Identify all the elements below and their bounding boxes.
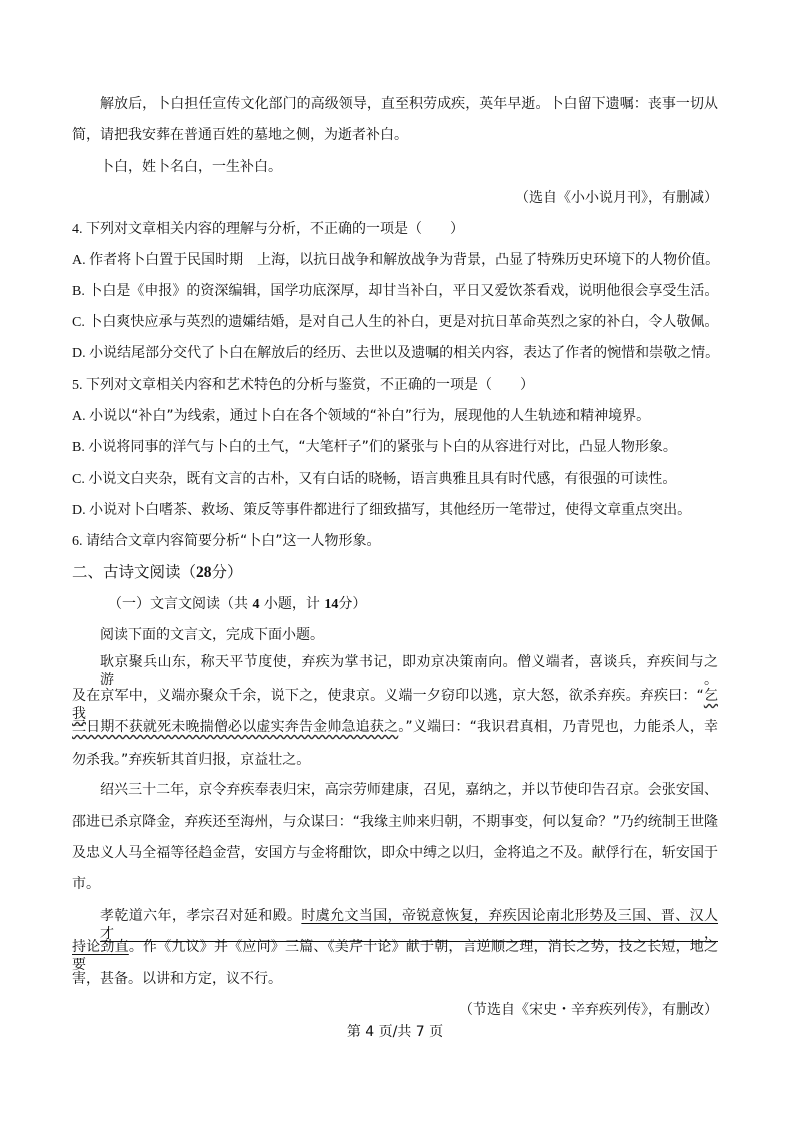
text-segment: 卜白，姓卜名白，一生补白。 <box>100 159 282 175</box>
wavy-underlined-text: 乞我 <box>72 688 718 722</box>
item-label: C. <box>72 472 89 487</box>
text-line <box>72 813 718 831</box>
item-label: D. <box>72 503 90 518</box>
underlined-text: 时虞允文当国，帝锐意恢复，弃疾因论南北形势及三国、晋、汉人才， <box>100 908 719 942</box>
item-label: B. <box>72 284 89 299</box>
wavy-underlined-text: 三日期不获就死未晚揣僧必以虚实奔告金帅急追获之 <box>72 719 399 735</box>
text-segment: 分） <box>338 596 367 612</box>
text-line <box>72 220 464 239</box>
text-line <box>72 532 381 551</box>
text-segment: 卜白爽快应承与英烈的遗孀结婚，是对自己人生的补白，更是对抗日革命英烈之家的补白，令人敬佩。 <box>88 314 719 330</box>
section-heading <box>72 563 243 582</box>
bold-number: 4 <box>252 597 260 612</box>
text-segment: 邵进已杀京降金，弃疾还至海州，与众谋曰：“我缘主帅来归朝，不期事变，何以复命？”乃约统制王世隆 <box>72 814 718 830</box>
item-label: B. <box>72 440 89 455</box>
text-segment: 绍兴三十二年，京令弃疾奉表归宋，高宗劳师建康，召见，嘉纳之，并以节使印告召京。会张安国、 <box>100 782 718 798</box>
item-label: A. <box>72 253 90 268</box>
text-line <box>72 970 282 988</box>
text-line <box>72 844 718 862</box>
text-segment: 市。 <box>72 876 100 892</box>
text-segment: 作者将卜白置于民国时期 上海，以抗日战争和解放战争为背景，凸显了特殊历史环境下的人物价值。 <box>89 252 720 268</box>
text-segment: （一）文言文阅读（共 <box>108 596 253 612</box>
text-line <box>72 875 100 893</box>
text-line <box>72 501 691 520</box>
text-segment: 分） <box>211 563 243 581</box>
text-segment: 下列对文章相关内容的理解与分析，不正确的一项是（ ） <box>86 221 464 237</box>
text-line <box>72 251 719 270</box>
text-segment: 孝乾道六年，孝宗召对延和殿。 <box>100 908 302 924</box>
text-line <box>72 344 719 363</box>
text-segment: 第 4 页/共 7 页 <box>346 1024 444 1040</box>
text-segment: 小说文白夹杂，既有文言的古朴，又有白话的晓畅，语言典雅且具有时代感，有很强的可读性。 <box>88 471 677 487</box>
item-label: D. <box>72 346 90 361</box>
text-line <box>72 126 408 144</box>
text-segment: 简，请把我安葬在普通百姓的墓地之侧，为逝者补白。 <box>72 127 408 143</box>
text-line <box>100 158 282 176</box>
item-label: A. <box>72 409 90 424</box>
subsection-heading <box>108 595 366 614</box>
text-line <box>100 653 718 689</box>
text-segment: 。作《九议》并《应问》三篇、《美芹十论》献于朝，言逆顺之理，消长之势，技之长短，地之要 <box>72 939 719 973</box>
text-segment: 。”义端曰：“我识君真相，乃青兕也，力能杀人，幸 <box>398 719 718 735</box>
text-line <box>72 938 718 974</box>
text-line <box>72 718 718 736</box>
text-line <box>100 95 718 113</box>
text-segment: 小说将同事的洋气与卜白的土气，“大笔杆子”们的紧张与卜白的从容进行对比，凸显人物形象。 <box>88 439 677 455</box>
text-line <box>72 282 718 301</box>
text-segment: 二、古诗文阅读（ <box>72 563 197 581</box>
text-line <box>72 376 534 395</box>
text-line <box>100 781 718 799</box>
bold-number: 14 <box>324 597 339 612</box>
bold-number: 28 <box>196 564 212 581</box>
text-segment: 小说对卜白嗜茶、救场、策反等事件都进行了细致描写，其他经历一笔带过，使得文章重点突出。 <box>89 502 692 518</box>
source-citation <box>72 1001 718 1019</box>
text-line <box>72 313 718 332</box>
text-segment: 卜白是《申报》的资深编辑，国学功底深厚，却甘当补白，平日又爱饮茶看戏，说明他很会享受生活。 <box>88 283 719 299</box>
item-label: 5. <box>72 378 86 393</box>
text-segment: 勿杀我。”弃疾斩其首归报，京益壮之。 <box>72 752 311 768</box>
text-line <box>72 407 650 426</box>
text-segment: 小说以“补白”为线索，通过卜白在各个领域的“补白”行为，展现他的人生轨迹和精神境界。 <box>89 408 651 424</box>
text-line <box>72 751 310 769</box>
text-segment: 小说结尾部分交代了卜白在解放后的经历、去世以及遗嘱的相关内容，表达了作者的惋惜和崇敬之情。 <box>89 345 720 361</box>
text-segment: 害，甚备。以讲和方定，议不行。 <box>72 971 282 987</box>
text-segment: 及在京军中，义端亦聚众千余，说下之，使隶京。义端一夕窃印以逃，京大怒，欲杀弃疾。弃疾曰：“ <box>72 688 704 704</box>
item-label: C. <box>72 315 89 330</box>
text-segment: 阅读下面的文言文，完成下面小题。 <box>100 627 324 643</box>
text-segment: 小题，计 <box>259 596 325 612</box>
text-segment: 解放后，卜白担任宣传文化部门的高级领导，直至积劳成疾，英年早逝。卜白留下遗嘱：丧事一切从 <box>100 96 718 112</box>
source-citation <box>72 189 718 207</box>
text-segment: （节选自《宋史・辛弃疾列传》，有删改） <box>459 1002 718 1018</box>
page-number <box>72 1023 718 1041</box>
text-segment: 及忠义人马全福等径趋金营，安国方与金将酣饮，即众中缚之以归，金将追之不及。献俘行在，斩安国于 <box>72 845 718 861</box>
item-label: 4. <box>72 222 86 237</box>
text-segment: 下列对文章相关内容和艺术特色的分析与鉴赏，不正确的一项是（ ） <box>86 377 534 393</box>
text-line <box>72 438 677 457</box>
item-label: 6. <box>72 534 86 549</box>
text-line <box>72 470 676 489</box>
text-segment: 耿京聚兵山东，称天平节度使，弃疾为掌书记，即劝京决策南向。僧义端者，喜谈兵，弃疾间与之游。 <box>100 654 718 688</box>
text-line <box>100 626 324 644</box>
text-segment: 请结合文章内容简要分析“卜白”这一人物形象。 <box>86 533 381 549</box>
text-segment: （选自《小小说月刊》，有删减） <box>515 190 718 206</box>
underlined-text: 持论劲直 <box>72 939 129 955</box>
